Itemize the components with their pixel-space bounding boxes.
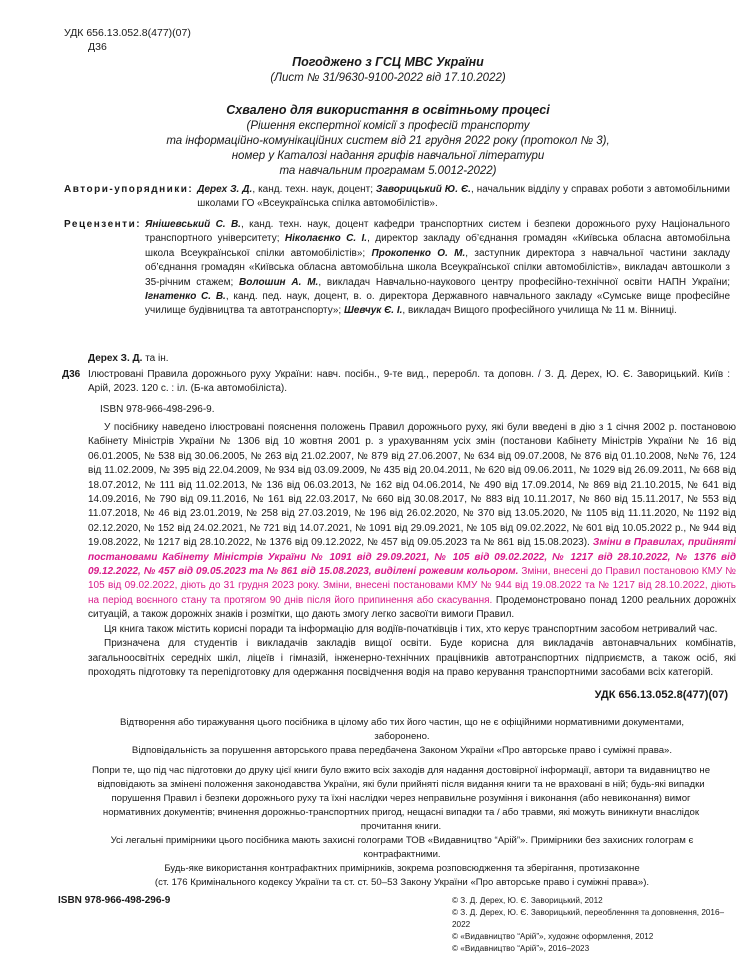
approved-line-1: (Рішення експертної комісії з професій транспорту: [246, 120, 530, 132]
footer-isbn: ISBN 978-966-498-296-9: [58, 895, 171, 906]
highlighted-changes: Зміни в Правилах, прийняті постановами Кабінету Міністрів України № 1091 від 29.09.2021, № 105 від 09.02.2022, № 1217 від 28.10.2022, № 1376 від 09.12.2022, № 457 від 09.05.2023 та № 861 від 15.08.2023, виділені рожевим кольором.: [88, 537, 736, 578]
authors-block: [64, 183, 730, 212]
reviewers-label: Рецензенти:: [64, 219, 142, 230]
catalog-title: Ілюстровані Правила дорожнього руху України: навч. посібн., 9-те вид., переробл. та доповн. / З. Д. Дерех, Ю. Є. Заворицький. Київ : Арій, 2023. 120 с. : іл. (Б-ка автомобіліста).: [88, 369, 730, 395]
description-paragraph-2: Ця книга також містить корисні поради та інформацію для водіїв-початківців і тих, хто керує транспортним засобом нетривалий час.: [104, 623, 718, 635]
temporary-changes-note: Зміни, внесені до Правил постановою КМУ № 105 від 09.02.2022, діють до 31 грудня 2023 року. Зміни, внесені постановами КМУ № 944 від 19.08.2022 та № 1217 від 28.10.2022, діють на період воєнного стану та протягом 90 днів після його припинення або скасування.: [88, 566, 736, 606]
authors-label: Автори-упорядники:: [64, 184, 194, 195]
approved-title: Схвалено для використання в освітньому процесі: [226, 103, 550, 117]
copyright-line: © «Видавництво “Арій”», 2016–2023: [452, 944, 590, 953]
copyright-list: [452, 895, 736, 955]
legal-notice: Усі легальні примірники цього посібника мають захисні голограми ТОВ «Видавництво “Арій”». Примірники без захисних голограм є контрафактними. Будь-яке використання контрафактних примірників, зокрема розповсюдження та зберігання, протизаконне (ст. 176 Кримінального кодексу України та ст. ст. 50–53 Закону України «Про авторське право і суміжні права»).: [110, 835, 694, 888]
copyright-notice: Відтворення або тиражування цього посібника в цілому або тих його частин, що не є офіційними нормативними документами, заборонено. Відповідальність за порушення авторського права передбачена Законом України «Про авторське право і суміжні права».: [119, 717, 685, 756]
description-paragraph-3: Призначена для студентів і викладачів закладів вищої освіти. Буде корисна для викладачів автонавчальних комбінатів, загальноосвітніх середніх шкіл, ліцеїв і гімназій, інженерно-технічних працівників автотранспортних підприємств, а також осіб, які проходять підготовку та перепідготовку для одержання посвідчення водія на право керування транспортними засобами всіх категорій.: [88, 638, 736, 678]
approved-line-2: та інформаційно-комунікаційних систем від 21 грудня 2022 року (протокол № 3),: [166, 135, 610, 147]
approved-line-4: та навчальним програмам 5.0012-2022): [279, 165, 497, 177]
description-paragraph-1: У посібнику наведено ілюстровані пояснення положень Правил дорожнього руху, які були введені в дію з 1 січня 2002 р. постановою Кабінету Міністрів України № 1306 від 10 жовтня 2001 р. з урахуванням усіх змін (постанови Кабінету Міністрів України № 16 від 06.01.2005, № 538 від 30.06.2005, № 263 від 21.02.2007, № 879 від 27.06.2007, № 634 від 09.07.2008, № 876 від 01.10.2008, №№ 76, 124 від 11.02.2009, № 395 від 22.04.2009, № 934 від 03.09.2009, № 435 від 20.04.2011, № 620 від 09.06.2011, № 1029 від 26.09.2011, № 668 від 18.07.2012, № 111 від 11.02.2013, № 136 від 06.03.2013, № 162 від 04.06.2014, № 490 від 17.09.2014, № 869 від 21.10.2015, № 641 від 14.09.2016, № 790 від 09.11.2016, № 161 від 22.03.2017, № 660 від 30.08.2017, № 883 від 10.11.2017, № 860 від 15.11.2017, № 553 від 11.07.2018, № 46 від 23.01.2019, № 258 від 27.03.2019, № 196 від 26.02.2020, № 370 від 13.05.2020, № 1105 від 11.11.2020, № 1192 від 02.12.2020, № 152 від 24.02.2021, № 721 від 14.07.2021, № 1091 від 29.09.2021, № 105 від 09.02.2022, № 601 від 10.05.2022 р., № 944 від 19.08.2022, № 1217 від 28.10.2022, № 1376 від 09.12.2022, № 457 від 09.05.2023 та № 861 від 15.08.2023). Зміни в Правилах, прийняті постановами Кабінету Міністрів України № 1091 від 29.09.2021, № 105 від 09.02.2022, № 1217 від 28.10.2022, № 1376 від 09.12.2022, № 457 від 09.05.2023 та № 861 від 15.08.2023, виділені рожевим кольором. Зміни, внесені до Правил постановою КМУ № 105 від 09.02.2022, діють до 31 грудня 2023 року. Зміни, внесені постановами КМУ № 944 від 19.08.2022 та № 1217 від 28.10.2022, діють на період воєнного стану та протягом 90 днів після його припинення або скасування. Продемонстровано понад 1200 реальних дорожніх ситуацій, а також дорожніх знаків і розмітки, що дають змогу легко засвоїти вимоги Правил.: [88, 422, 736, 621]
authors-text: Дерех З. Д., канд. техн. наук, доцент; Заворицький Ю. Є., начальник відділу у справах роботи з автомобільними школами ГО «Всеукраїнська спілка автомобілістів».: [197, 184, 730, 210]
approval-block: [40, 54, 736, 179]
copyright-line: © З. Д. Дерех, Ю. Є. Заворицький, 2012: [452, 896, 603, 905]
catalog-code: Д36: [62, 369, 81, 380]
disclaimer: Попри те, що під час підготовки до друку цієї книги було вжито всіх заходів для надання достовірної інформації, автори та видавництво не відповідають за змінені положення законодавства України, які були прийняті після видання книги та не враховані в ній; будь-які випадки порушення Правил і безпеки дорожнього руху та їхні наслідки через неправильне розуміння і виконання (або невиконання) вимог нормативних документів; вчинення дорожньо-транспортних пригод, нещасні випадки та / або травми, які можуть виникнути внаслідок прочитання книги.: [91, 765, 711, 832]
bbk-code: Д36: [88, 41, 107, 53]
description-block: [88, 421, 736, 680]
agreed-title: Погоджено з ГСЦ МВС України: [292, 55, 484, 69]
classification-codes: [64, 26, 191, 54]
udk-bottom: УДК 656.13.052.8(477)(07): [594, 689, 728, 701]
reviewers-text: Янішевський С. В., канд. техн. наук, доцент кафедри транспортних систем і безпеки дорожнього руху Національного транспортного університету; Ніколаєнко С. І., директор закладу об’єднання громадян «Київська обласна автомобільна школа Всеукраїнської спілки автомобілістів»; Прокопенко О. М., заступник директора з навчальної частини закладу об’єднання громадян «Київська обласна автомобільна школа Всеукраїнської спілки автомобілістів», викладач автошколи з 35-річним стажем; Волошин А. М., викладач Навчально-наукового центру професійно-технічної освіти НАПН України; Ігнатенко С. В., канд. пед. наук, доцент, в. о. директора Державного навчального закладу «Сумське вище професійне училище будівництва та автотранспорту»; Шевчук Є. І., викладач Вищого професійного училища № 11 м. Вінниці.: [145, 219, 731, 317]
approved-line-3: номер у Каталозі надання грифів навчальної літератури: [231, 150, 545, 162]
copyright-line: © З. Д. Дерех, Ю. Є. Заворицький, переобленння та доповнення, 2016–2022: [452, 908, 725, 929]
reviewers-block: [64, 218, 730, 319]
agreed-letter: (Лист № 31/9630-9100-2022 від 17.10.2022): [270, 72, 506, 84]
catalog-author: Дерех З. Д. та ін.: [88, 353, 169, 364]
catalog-isbn: ISBN 978-966-498-296-9.: [100, 404, 215, 415]
copyright-line: © «Видавництво “Арій”», художнє оформлення, 2012: [452, 932, 654, 941]
udk-code: УДК 656.13.052.8(477)(07): [64, 27, 191, 39]
